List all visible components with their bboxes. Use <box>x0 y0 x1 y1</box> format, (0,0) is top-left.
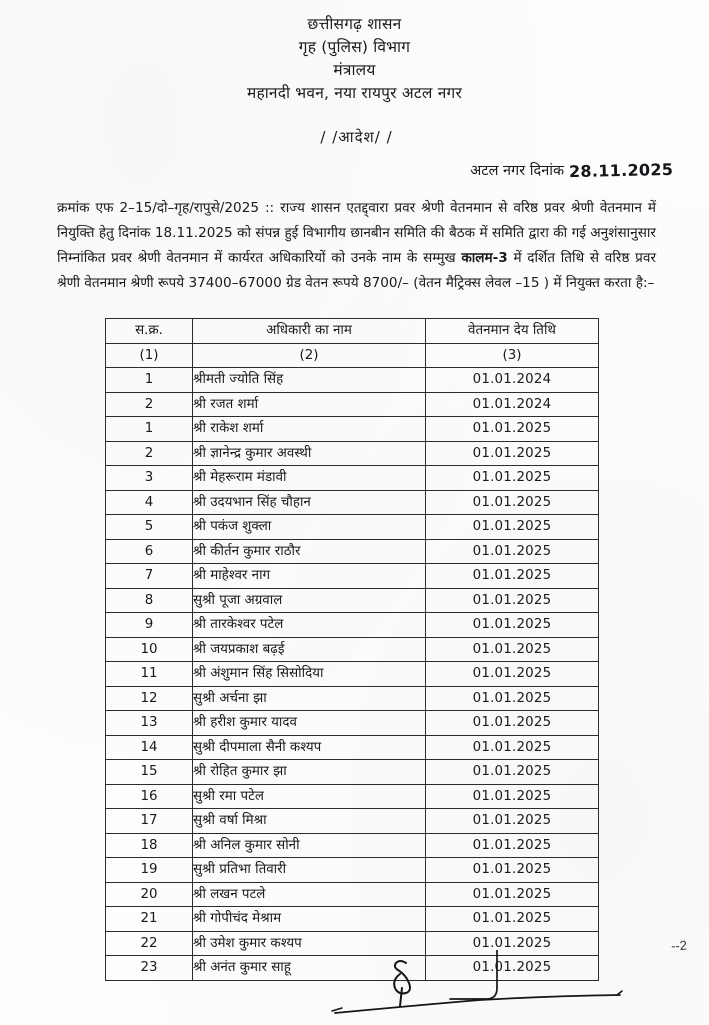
cell-officer-name: श्री उदयभान सिंह चौहान <box>193 490 426 515</box>
signature-mark <box>330 950 660 1020</box>
cell-effective-date: 01.01.2025 <box>426 515 599 540</box>
cell-sno: 2 <box>106 392 193 417</box>
cell-sno: 11 <box>106 662 193 687</box>
cell-effective-date: 01.01.2025 <box>426 882 599 907</box>
table-row <box>106 441 599 466</box>
cell-sno: 5 <box>106 515 193 540</box>
table-row <box>106 858 599 883</box>
table-row <box>106 466 599 491</box>
cell-sno: 20 <box>106 882 193 907</box>
cell-officer-name: श्री रजत शर्मा <box>193 392 426 417</box>
cell-sno: 7 <box>106 564 193 589</box>
table-row <box>106 539 599 564</box>
signature-icon <box>330 950 660 1020</box>
cell-effective-date: 01.01.2025 <box>426 490 599 515</box>
cell-officer-name: श्री माहेश्वर नाग <box>193 564 426 589</box>
table-row <box>106 809 599 834</box>
table-row <box>106 784 599 809</box>
table-row <box>106 613 599 638</box>
cell-effective-date: 01.01.2025 <box>426 686 599 711</box>
page-continuation-marker: --2 <box>670 937 688 954</box>
cell-sno: 6 <box>106 539 193 564</box>
cell-officer-name: श्री अंशुमान सिंह सिसोदिया <box>193 662 426 687</box>
officers-table <box>105 318 599 981</box>
table-header-row <box>106 319 599 344</box>
cell-sno: 8 <box>106 588 193 613</box>
cell-officer-name: श्री हरीश कुमार यादव <box>193 711 426 736</box>
letterhead <box>0 0 709 105</box>
table-row <box>106 564 599 589</box>
cell-sno: 10 <box>106 637 193 662</box>
cell-effective-date: 01.01.2025 <box>426 784 599 809</box>
cell-sno: 4 <box>106 490 193 515</box>
cell-officer-name: श्री लखन पटले <box>193 882 426 907</box>
cell-sno: 16 <box>106 784 193 809</box>
cell-sno: 15 <box>106 760 193 785</box>
cell-sno: 21 <box>106 907 193 932</box>
cell-officer-name: श्री अनिल कुमार सोनी <box>193 833 426 858</box>
cell-sno: 1 <box>106 417 193 442</box>
department-name: गृह (पुलिस) विभाग <box>298 37 411 56</box>
table-row <box>106 637 599 662</box>
cell-sno: 13 <box>106 711 193 736</box>
ministry-name: मंत्रालय <box>333 60 376 79</box>
government-name: छत्तीसगढ़ शासन <box>307 15 402 33</box>
office-address: महानदी भवन, नया रायपुर अटल नगर <box>247 83 462 102</box>
cell-effective-date: 01.01.2025 <box>426 662 599 687</box>
cell-officer-name: सुश्री प्रतिभा तिवारी <box>193 858 426 883</box>
cell-sno: 17 <box>106 809 193 834</box>
cell-sno: 19 <box>106 858 193 883</box>
cell-sno: 9 <box>106 613 193 638</box>
cell-effective-date: 01.01.2025 <box>426 613 599 638</box>
cell-officer-name: श्रीमती ज्योति सिंह <box>193 368 426 393</box>
cell-officer-name: सुश्री अर्चना झा <box>193 686 426 711</box>
cell-effective-date: 01.01.2025 <box>426 417 599 442</box>
table-head <box>106 319 599 368</box>
cell-officer-name: श्री मेहरूराम मंडावी <box>193 466 426 491</box>
table-body <box>106 368 599 981</box>
place-label: अटल नगर दिनांक <box>470 162 565 179</box>
table-row <box>106 392 599 417</box>
cell-officer-name: श्री रोहित कुमार झा <box>193 760 426 785</box>
colnum-name: (2) <box>193 343 426 368</box>
table-row <box>106 490 599 515</box>
cell-effective-date: 01.01.2025 <box>426 711 599 736</box>
cell-effective-date: 01.01.2025 <box>426 466 599 491</box>
place-and-date <box>0 160 709 180</box>
order-body <box>57 196 656 296</box>
cell-officer-name: श्री गोपीचंद मेश्राम <box>193 907 426 932</box>
table-row <box>106 882 599 907</box>
table-row <box>106 588 599 613</box>
table-row <box>106 907 599 932</box>
reference-number: क्रमांक एफ 2–15/दो–गृह/रापुसे/2025 :: <box>57 199 275 216</box>
cell-effective-date: 01.01.2025 <box>426 588 599 613</box>
order-paragraph-part1: राज्य शासन एतद्द्वारा प्रवर श्रेणी वेतनमान से वरिष्ठ प्रवर श्रेणी वेतनमान में नियुक्ति हेतु दिनांक 18.11.2025 को संपन्न हुई विभागीय छानबीन समिति की बैठक में समिति द्वारा की गई अनुशंसानुसार निम्नांकित प्रवर श्रेणी वेतनमान में कार्यरत अधिकारियों को उनके नाम के सम्मुख <box>57 199 656 266</box>
table-row <box>106 662 599 687</box>
header-name: अधिकारी का नाम <box>193 319 426 344</box>
table-row <box>106 760 599 785</box>
table-row <box>106 735 599 760</box>
cell-officer-name: सुश्री वर्षा मिश्रा <box>193 809 426 834</box>
cell-officer-name: सुश्री रमा पटेल <box>193 784 426 809</box>
cell-sno: 2 <box>106 441 193 466</box>
cell-officer-name: श्री उमेश कुमार कश्यप <box>193 931 426 956</box>
header-date: वेतनमान देय तिथि <box>426 319 599 344</box>
cell-effective-date: 01.01.2024 <box>426 368 599 393</box>
cell-officer-name: सुश्री पूजा अग्रवाल <box>193 588 426 613</box>
colnum-sno: (1) <box>106 343 193 368</box>
cell-officer-name: सुश्री दीपमाला सैनी कश्यप <box>193 735 426 760</box>
cell-officer-name: श्री ज्ञानेन्द्र कुमार अवस्थी <box>193 441 426 466</box>
cell-sno: 22 <box>106 931 193 956</box>
officers-table-wrapper <box>105 318 598 981</box>
cell-sno: 14 <box>106 735 193 760</box>
cell-officer-name: श्री तारकेश्वर पटेल <box>193 613 426 638</box>
table-row <box>106 686 599 711</box>
cell-sno: 23 <box>106 956 193 981</box>
cell-effective-date: 01.01.2025 <box>426 833 599 858</box>
cell-officer-name: श्री जयप्रकाश बढ़ई <box>193 637 426 662</box>
cell-effective-date: 01.01.2025 <box>426 931 599 956</box>
cell-officer-name: श्री राकेश शर्मा <box>193 417 426 442</box>
cell-sno: 3 <box>106 466 193 491</box>
cell-officer-name: श्री कीर्तन कुमार राठौर <box>193 539 426 564</box>
cell-effective-date: 01.01.2025 <box>426 809 599 834</box>
table-row <box>106 711 599 736</box>
order-paragraph-part2: में दर्शित तिथि से वरिष्ठ प्रवर श्रेणी वेतनमान श्रेणी रूपये 37400–67000 ग्रेड वेतन रूपये 8700/– (वेतन मैट्रिक्स लेवल –15 ) में नियुक्त करता है:– <box>57 249 657 291</box>
cell-effective-date: 01.01.2025 <box>426 441 599 466</box>
cell-effective-date: 01.01.2024 <box>426 392 599 417</box>
column-reference: कालम-3 <box>461 249 508 266</box>
cell-sno: 1 <box>106 368 193 393</box>
table-column-number-row <box>106 343 599 368</box>
table-row <box>106 417 599 442</box>
colnum-date: (3) <box>426 343 599 368</box>
cell-effective-date: 01.01.2025 <box>426 956 599 981</box>
table-row <box>106 368 599 393</box>
cell-officer-name: श्री पकंज शुक्ला <box>193 515 426 540</box>
cell-effective-date: 01.01.2025 <box>426 907 599 932</box>
cell-effective-date: 01.01.2025 <box>426 858 599 883</box>
table-row <box>106 515 599 540</box>
order-heading: / /आदेश/ / <box>320 127 393 146</box>
cell-effective-date: 01.01.2025 <box>426 564 599 589</box>
cell-officer-name: श्री अनंत कुमार साहू <box>193 956 426 981</box>
order-date: 28.11.2025 <box>568 159 674 181</box>
header-sno: स.क्र. <box>106 319 193 344</box>
cell-effective-date: 01.01.2025 <box>426 735 599 760</box>
cell-effective-date: 01.01.2025 <box>426 539 599 564</box>
cell-sno: 12 <box>106 686 193 711</box>
cell-effective-date: 01.01.2025 <box>426 760 599 785</box>
cell-sno: 18 <box>106 833 193 858</box>
cell-effective-date: 01.01.2025 <box>426 637 599 662</box>
table-row <box>106 833 599 858</box>
